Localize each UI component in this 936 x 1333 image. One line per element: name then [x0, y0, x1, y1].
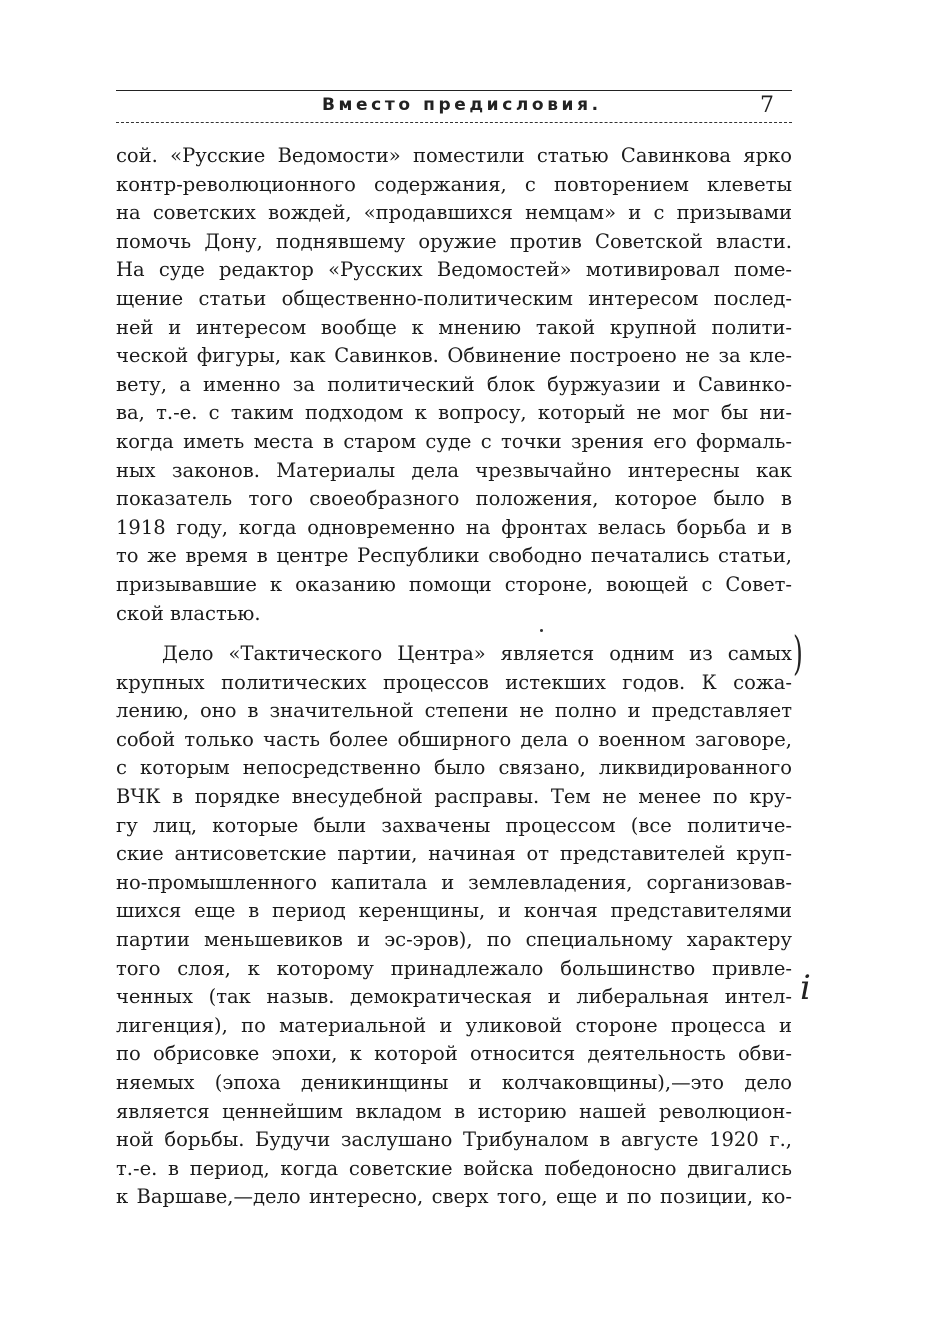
text-line: лигенция), по материальной и уликовой стороне процесса и	[116, 1013, 792, 1037]
text-line: ВЧК в порядке внесудебной расправы. Тем не менее по кру-	[116, 784, 792, 808]
paragraph-2	[116, 640, 792, 1212]
text-line: няемых (эпоха деникинщины и колчаковщины),—это дело	[116, 1070, 792, 1094]
text-line: сой. «Русские Ведомости» поместили статью Савинкова ярко	[116, 144, 792, 167]
text-line: собой только часть более обширного дела о военном заговоре,	[116, 727, 792, 751]
text-line: на советских вождей, «продавшихся немцам» и с призывами	[116, 201, 792, 225]
text-line: ной борьбы. Будучи заслушано Трибуналом в августе 1920 г.,	[116, 1128, 792, 1152]
text-line: ва, т.-е. с таким подходом к вопросу, который не мог бы ни-	[116, 401, 792, 425]
text-line: ские антисоветские партии, начиная от представителей круп-	[116, 842, 792, 866]
text-line: партии меньшевиков и эс-эров), по специальному характеру	[116, 927, 792, 951]
text-line: ченных (так назыв. демократическая и либеральная интел-	[116, 985, 792, 1009]
text-line: лению, оно в значительной степени не полно и представляет	[116, 699, 792, 723]
text-line: по обрисовке эпохи, к которой относится деятельность обви-	[116, 1042, 792, 1066]
text-line: ческой фигуры, как Савинков. Обвинение построено не за кле-	[116, 344, 792, 368]
page-number: 7	[760, 93, 774, 118]
text-line: но-промышленного капитала и землевладения, сорганизовав-	[116, 870, 792, 894]
text-line: показатель того своеобразного положения, которое было в	[116, 487, 792, 511]
header-top-rule	[116, 90, 792, 91]
text-line: щение статьи общественно-политическим интересом послед-	[116, 286, 792, 310]
text-line: призывавшие к оказанию помощи стороне, воющей с Совет-	[116, 572, 792, 596]
text-line: ней и интересом вообще к мнению такой крупной полити-	[116, 315, 792, 339]
text-line: 1918 году, когда одновременно на фронтах велась борьба и в	[116, 515, 792, 539]
text-line: крупных политических процессов истекших годов. К сожа-	[116, 670, 792, 694]
text-line: к Варшаве,—дело интересно, сверх того, еще и по позиции, ко-	[116, 1185, 792, 1209]
text-line: является ценнейшим вкладом в историю нашей революцион-	[116, 1099, 792, 1123]
text-line: вету, а именно за политический блок буржуазии и Савинко-	[116, 372, 792, 396]
ink-dot	[540, 629, 543, 632]
header-bottom-rule	[116, 122, 792, 123]
text-line: Дело «Тактического Центра» является одним из самых	[162, 642, 792, 665]
text-line: с которым непосредственно было связано, ликвидированного	[116, 756, 792, 780]
text-line: шихся еще в период керенщины, и кончая представителями	[116, 899, 792, 923]
paragraph-1	[116, 142, 792, 628]
margin-brace-mark: )	[793, 626, 803, 680]
text-line: На суде редактор «Русских Ведомостей» мотивировал поме-	[116, 258, 792, 282]
text-line: гу лиц, которые были захвачены процессом (все политиче-	[116, 813, 792, 837]
text-line: того слоя, к которому принадлежало большинство привле-	[116, 956, 792, 980]
text-line: ской властью.	[116, 601, 261, 625]
margin-handwritten-mark: i	[800, 968, 811, 1008]
text-line: то же время в центре Республики свободно печатались статьи,	[116, 544, 792, 568]
text-line: ных законов. Материалы дела чрезвычайно интересны как	[116, 458, 792, 482]
text-line: помочь Дону, поднявшему оружие против Советской власти.	[116, 229, 792, 253]
running-title: Вместо предисловия.	[322, 95, 602, 115]
text-line: т.-е. в период, когда советские войска победоносно двигались	[116, 1156, 792, 1180]
text-line: когда иметь места в старом суде с точки зрения его формаль-	[116, 429, 792, 453]
text-line: контр-революционного содержания, с повторением клеветы	[116, 172, 792, 196]
